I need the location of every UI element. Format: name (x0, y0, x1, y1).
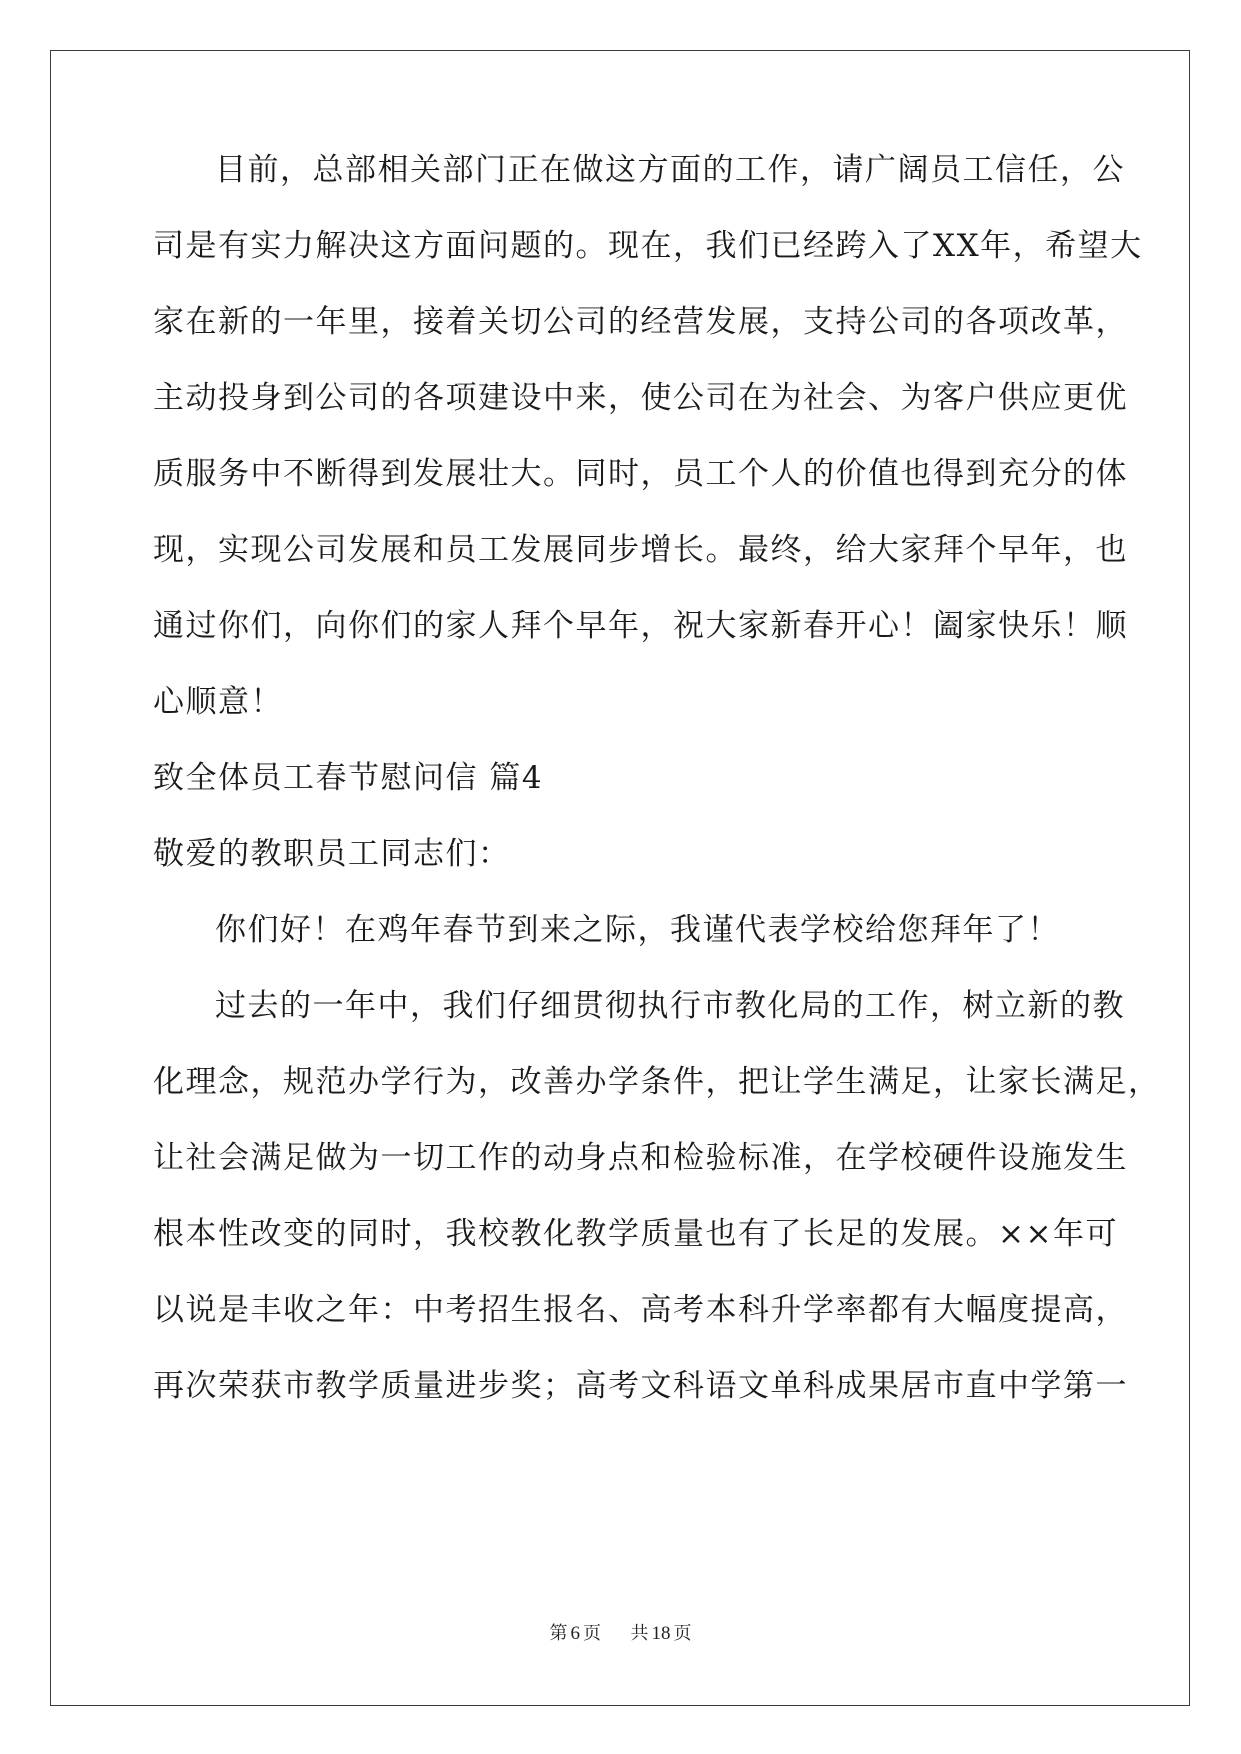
paragraph-line: 家在新的一年里，接着关切公司的经营发展，支持公司的各项改革， (153, 304, 1128, 340)
paragraph-line: 心顺意！ (153, 684, 283, 720)
paragraph-line: 通过你们，向你们的家人拜个早年，祝大家新春开心！阖家快乐！顺 (153, 608, 1128, 644)
paragraph-line: 以说是丰收之年：中考招生报名、高考本科升学率都有大幅度提高， (153, 1292, 1128, 1328)
page-footer (0, 1622, 1241, 1646)
paragraph-line: 再次荣获市教学质量进步奖；高考文科语文单科成果居市直中学第一 (153, 1368, 1128, 1404)
paragraph-line: 目前，总部相关部门正在做这方面的工作，请广阔员工信任，公 (215, 152, 1125, 188)
paragraph-line: 让社会满足做为一切工作的动身点和检验标准，在学校硬件设施发生 (153, 1140, 1128, 1176)
salutation: 敬爱的教职员工同志们： (153, 836, 511, 872)
paragraph-line: 司是有实力解决这方面问题的。现在，我们已经跨入了XX年，希望大 (153, 228, 1143, 264)
paragraph-line: 质服务中不断得到发展壮大。同时，员工个人的价值也得到充分的体 (153, 456, 1128, 492)
paragraph-line: 过去的一年中，我们仔细贯彻执行市教化局的工作，树立新的教 (215, 988, 1125, 1024)
paragraph-line: 根本性改变的同时，我校教化教学质量也有了长足的发展。××年可 (153, 1216, 1118, 1252)
paragraph-line: 化理念，规范办学行为，改善办学条件，把让学生满足，让家长满足， (153, 1064, 1161, 1100)
paragraph-line: 主动投身到公司的各项建设中来，使公司在为社会、为客户供应更优 (153, 380, 1128, 416)
page-border (50, 50, 1190, 1706)
total-pages-label: 共 18 页 (630, 1623, 692, 1644)
paragraph-line: 你们好！在鸡年春节到来之际，我谨代表学校给您拜年了！ (215, 912, 1060, 948)
page-number: 6 (570, 1623, 581, 1644)
section-heading: 致全体员工春节慰问信 篇4 (153, 760, 544, 796)
total-pages: 18 (651, 1623, 671, 1644)
page-number-label: 第 6 页 (549, 1623, 602, 1644)
paragraph-line: 现，实现公司发展和员工发展同步增长。最终，给大家拜个早年，也 (153, 532, 1128, 568)
